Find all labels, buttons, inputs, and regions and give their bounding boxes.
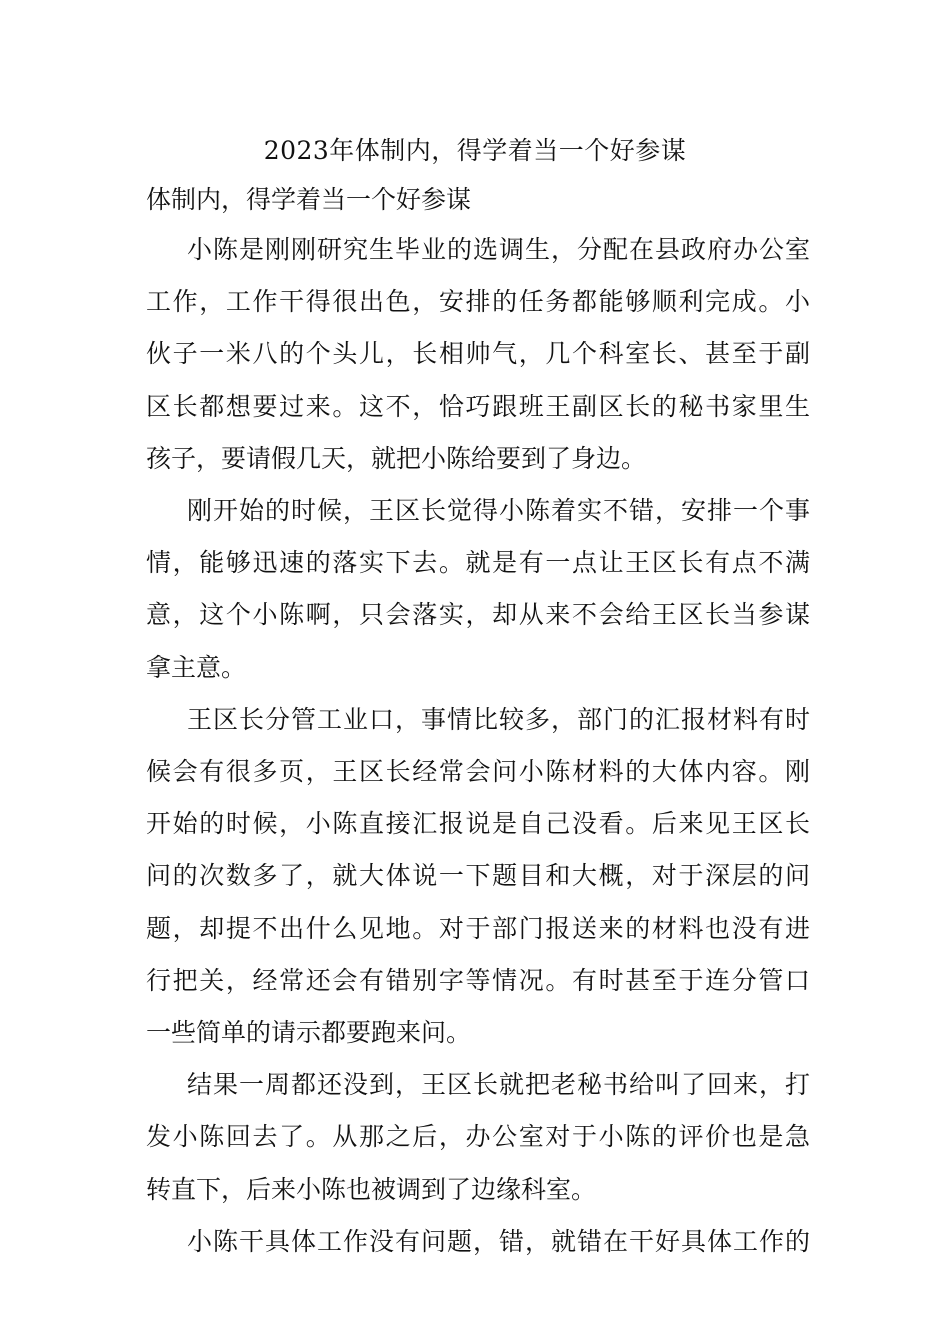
paragraph-1 bbox=[146, 224, 810, 485]
document-title: 2023年体制内，得学着当一个好参谋 bbox=[263, 136, 687, 165]
text-line: 题，却提不出什么见地。对于部门报送来的材料也没有进 bbox=[146, 913, 810, 943]
text-line: 刚开始的时候，王区长觉得小陈着实不错，安排一个事 bbox=[187, 496, 810, 526]
text-line: 孩子，要请假几天，就把小陈给要到了身边。 bbox=[146, 443, 647, 473]
paragraph-5 bbox=[146, 1216, 810, 1268]
text-line: 工作，工作干得很出色，安排的任务都能够顺利完成。小 bbox=[146, 287, 810, 317]
paragraph-3 bbox=[146, 694, 810, 1059]
text-line: 发小陈回去了。从那之后，办公室对于小陈的评价也是急 bbox=[146, 1122, 810, 1152]
text-line: 候会有很多页，王区长经常会问小陈材料的大体内容。刚 bbox=[146, 757, 810, 787]
text-line: 区长都想要过来。这不，恰巧跟班王副区长的秘书家里生 bbox=[146, 391, 810, 421]
text-line: 王区长分管工业口，事情比较多，部门的汇报材料有时 bbox=[187, 704, 810, 734]
text-line: 问的次数多了，就大体说一下题目和大概，对于深层的问 bbox=[146, 861, 810, 891]
text-line: 伙子一米八的个头儿，长相帅气，几个科室长、甚至于副 bbox=[146, 339, 810, 369]
text-line: 行把关，经常还会有错别字等情况。有时甚至于连分管口 bbox=[146, 965, 810, 995]
text-line: 转直下，后来小陈也被调到了边缘科室。 bbox=[146, 1174, 597, 1204]
text-line: 一些简单的请示都要跑来问。 bbox=[146, 1018, 472, 1048]
text-line: 小陈是刚刚研究生毕业的选调生，分配在县政府办公室 bbox=[187, 235, 810, 264]
paragraph-2 bbox=[146, 485, 810, 694]
text-line: 结果一周都还没到，王区长就把老秘书给叫了回来，打 bbox=[187, 1070, 810, 1100]
text-line: 拿主意。 bbox=[146, 652, 247, 682]
document-subtitle: 体制内，得学着当一个好参谋 bbox=[146, 185, 472, 214]
document-body bbox=[146, 224, 810, 1268]
text-line: 情，能够迅速的落实下去。就是有一点让王区长有点不满 bbox=[146, 548, 810, 578]
paragraph-4 bbox=[146, 1059, 810, 1216]
text-line: 开始的时候，小陈直接汇报说是自己没看。后来见王区长 bbox=[146, 809, 810, 839]
text-line: 小陈干具体工作没有问题，错，就错在干好具体工作的 bbox=[187, 1226, 810, 1256]
text-line: 意，这个小陈啊，只会落实，却从来不会给王区长当参谋 bbox=[146, 600, 810, 630]
